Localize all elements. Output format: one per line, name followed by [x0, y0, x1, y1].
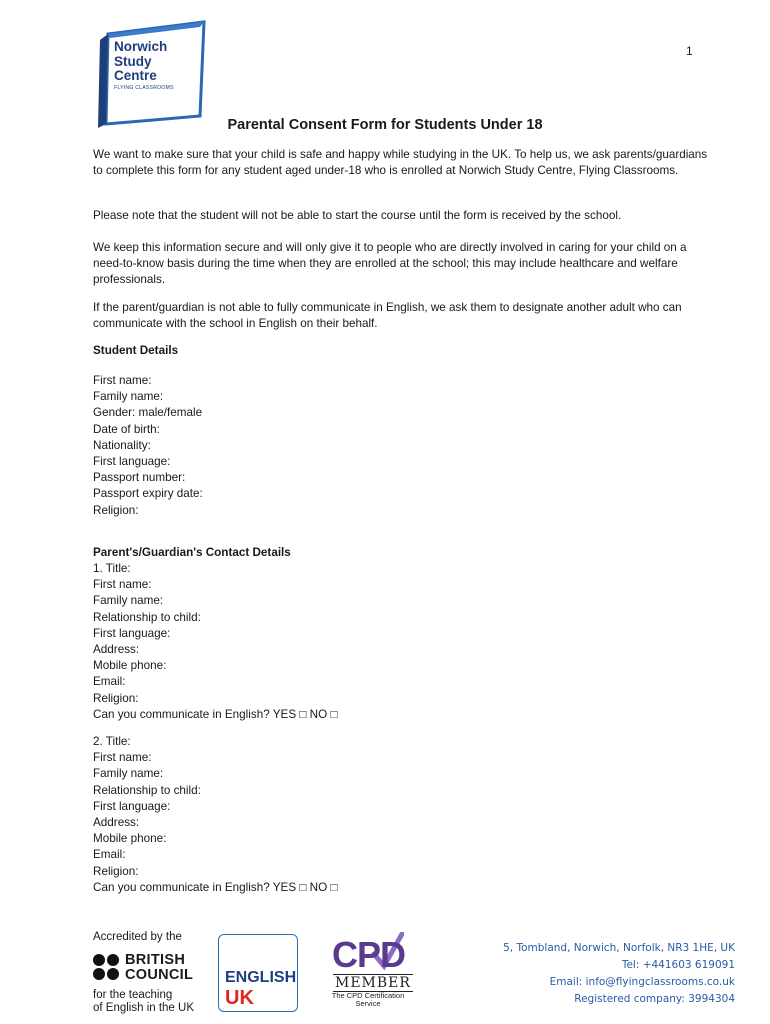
guardian-field: 1. Title:	[93, 562, 131, 575]
logo-line-norwich: Norwich	[114, 39, 168, 54]
address-line: 5, Tombland, Norwich, Norfolk, NR3 1HE, UK	[503, 942, 735, 954]
guardian-field: Mobile phone:	[93, 659, 167, 673]
guardian-field: Religion:	[93, 864, 139, 878]
logo-subtitle: FLYING CLASSROOMS	[114, 85, 174, 91]
student-field: First language:	[93, 455, 171, 469]
guardian-field: Address:	[93, 816, 140, 830]
guardian-2-fields	[93, 734, 338, 896]
guardian-field: First name:	[93, 751, 152, 765]
student-field: Nationality:	[93, 438, 151, 452]
guardian-field: Relationship to child:	[93, 783, 201, 797]
cpd-letters: CPD	[332, 934, 406, 975]
guardian-field: First language:	[93, 799, 171, 813]
page-number: 1	[686, 44, 693, 58]
logo-text	[114, 40, 167, 84]
intro-paragraph: We want to make sure that your child is safe and happy while studying in the UK. To help us, we ask parents/guardians to complete this form for any student aged under-18 who is enrolled at Norwich Study Centre, Flying Classrooms.	[93, 148, 708, 178]
english-uk-line1: ENGLISH	[225, 969, 297, 986]
guardian-field: 2. Title:	[93, 735, 131, 748]
guardian-field: Family name:	[93, 594, 164, 608]
notice-paragraph: Please note that the student will not be able to start the course until the form is received by the school.	[93, 209, 622, 222]
form-title: Parental Consent Form for Students Under 18	[227, 117, 543, 133]
phone-line: Tel: +441603 619091	[621, 959, 735, 971]
guardian-field: Mobile phone:	[93, 832, 167, 846]
email-line: Email: info@flyingclassrooms.co.uk	[549, 976, 735, 988]
guardian-field: Email:	[93, 675, 126, 689]
student-field: Religion:	[93, 503, 139, 517]
cpd-service-label: The CPD Certification Service	[331, 991, 405, 1008]
guardian-field: Family name:	[93, 767, 164, 781]
guardian-field: Address:	[93, 643, 140, 657]
student-field: Gender: male/female	[93, 406, 203, 420]
english-question: Can you communicate in English? YES □ NO □	[93, 707, 338, 721]
accredited-label: Accredited by the	[93, 931, 182, 943]
logo-line-centre: Centre	[114, 68, 157, 83]
student-details-fields	[93, 373, 203, 519]
guardian-field: Email:	[93, 848, 126, 862]
teaching-label	[93, 989, 194, 1015]
student-field: Passport number:	[93, 471, 186, 485]
british-council-line1: BRITISH	[125, 952, 186, 968]
guardian-details-heading: Parent's/Guardian's Contact Details	[93, 546, 291, 559]
logo-line-study: Study	[114, 53, 152, 69]
guardian-field: Relationship to child:	[93, 610, 201, 624]
cpd-member-label: MEMBER	[335, 975, 411, 991]
student-field: Passport expiry date:	[93, 487, 203, 501]
cpd-member-logo	[318, 932, 418, 1010]
student-field: First name:	[93, 374, 152, 387]
british-council-logo	[93, 952, 203, 986]
guardian-field: First language:	[93, 626, 171, 640]
company-line: Registered company: 3994304	[574, 993, 735, 1005]
privacy-paragraph: We keep this information secure and will only give it to people who are directly involved in caring for your child on a need-to-know basis during the time when they are enrolled at the school; this may include healthcare and welfare professionals.	[93, 241, 687, 287]
student-details-heading: Student Details	[93, 344, 179, 357]
guardian-field: First name:	[93, 578, 152, 592]
school-address-block	[503, 940, 735, 1008]
teaching-line1: for the teaching	[93, 989, 173, 1001]
student-field: Family name:	[93, 390, 164, 404]
guardian-1-fields	[93, 561, 338, 723]
british-council-dots-icon	[93, 952, 123, 982]
student-field: Date of birth:	[93, 422, 160, 436]
english-uk-logo	[218, 934, 298, 1012]
teaching-line2: of English in the UK	[93, 1002, 195, 1014]
british-council-line2: COUNCIL	[125, 967, 194, 983]
guardian-field: Religion:	[93, 691, 139, 705]
language-paragraph: If the parent/guardian is not able to fully communicate in English, we ask them to designate another adult who can communicate with the school in English on their behalf.	[93, 301, 682, 331]
english-question: Can you communicate in English? YES □ NO □	[93, 880, 338, 894]
english-uk-line2: UK	[225, 987, 254, 1009]
